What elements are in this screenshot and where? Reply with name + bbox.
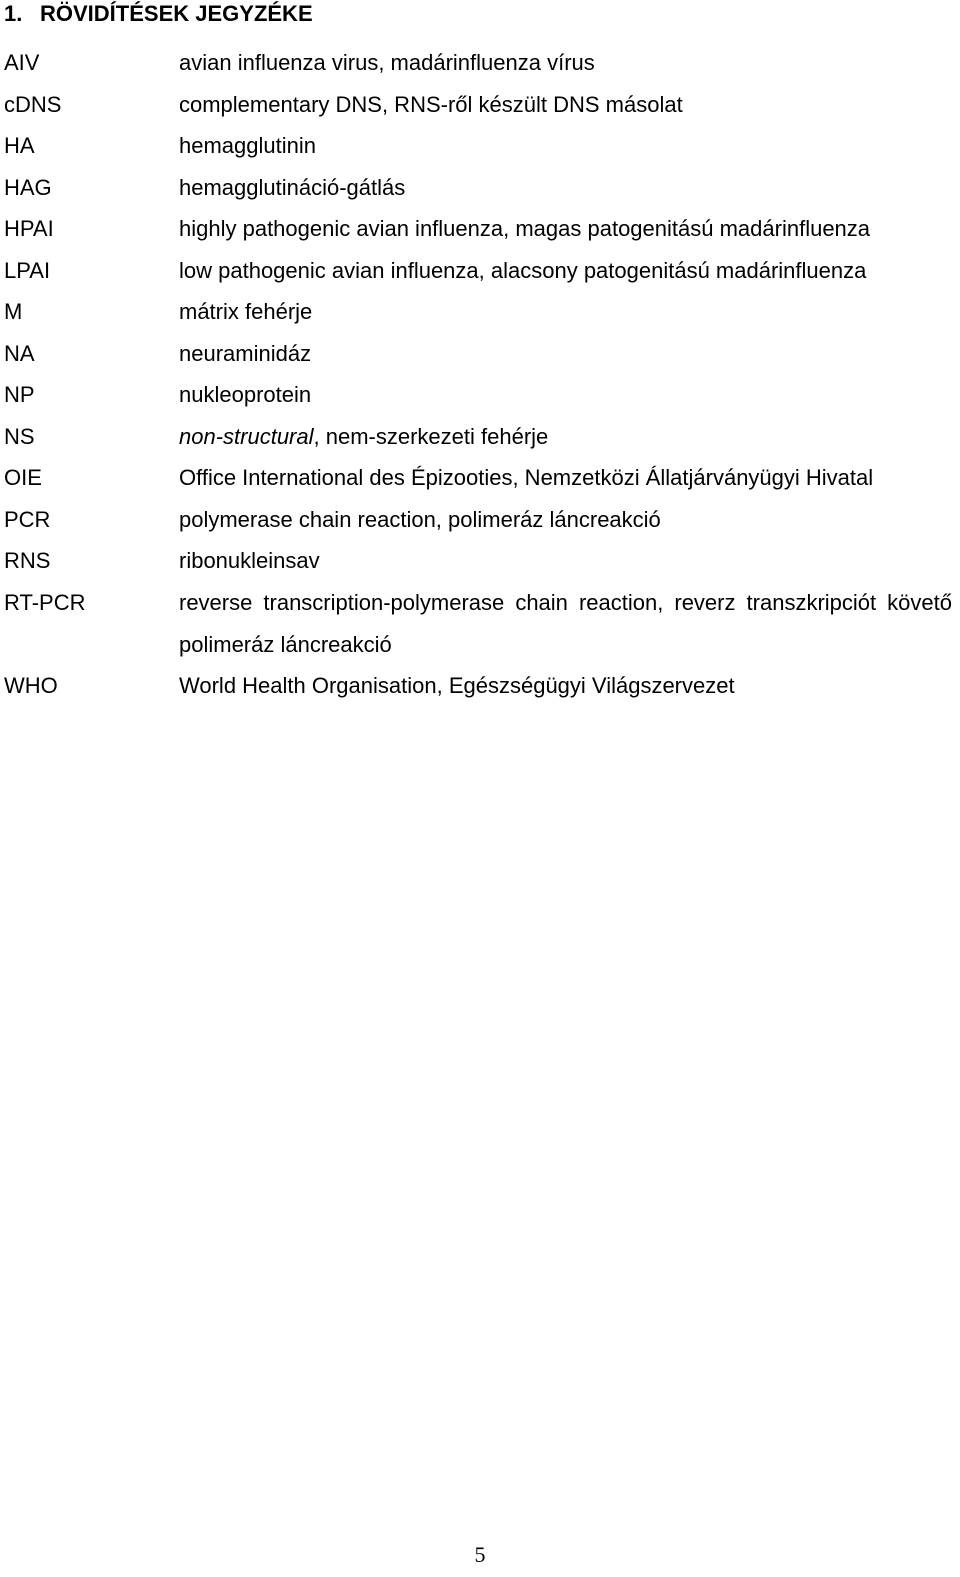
abbreviation-definition: hemagglutináció-gátlás (179, 174, 406, 200)
abbreviation-term: AIV (4, 50, 40, 75)
abbreviation-row (0, 422, 960, 464)
abbreviation-definition: mátrix fehérje (179, 299, 313, 324)
abbreviation-definition: complementary DNS, RNS-ről készült DNS másolat (179, 91, 683, 117)
abbreviation-definition: polymerase chain reaction, polimeráz láncreakció (179, 506, 661, 532)
definition-regular-part: , nem-szerkezeti fehérje (313, 423, 549, 449)
abbreviation-definition: World Health Organisation, Egészségügyi Világszervezet (179, 672, 735, 698)
abbreviation-definition: low pathogenic avian influenza, alacsony patogenitású madárinfluenza (179, 257, 867, 283)
abbreviation-definition: Office International des Épizooties, Nemzetközi Állatjárványügyi Hivatal (179, 465, 874, 490)
abbreviation-term: M (4, 299, 23, 324)
abbreviation-term: OIE (4, 465, 42, 490)
abbreviation-term: HAG (4, 174, 52, 200)
definition-italic-part: non-structural (179, 423, 314, 449)
page-number: 5 (474, 1542, 486, 1567)
abbreviation-row (0, 380, 960, 422)
abbreviation-row (0, 256, 960, 298)
section-number: 1. (4, 1, 23, 26)
abbreviation-definition: ribonukleinsav (179, 548, 320, 573)
abbreviation-definition: nukleoprotein (179, 382, 312, 407)
abbreviation-term: RNS (4, 548, 51, 573)
abbreviation-term: RT-PCR (4, 589, 86, 615)
abbreviation-row (0, 173, 960, 215)
abbreviation-definition: neuraminidáz (179, 340, 312, 366)
abbreviation-row (0, 48, 960, 90)
abbreviation-term: PCR (4, 506, 51, 532)
abbreviation-definition: avian influenza virus, madárinfluenza vírus (179, 50, 595, 75)
abbreviation-row (0, 214, 960, 256)
abbreviation-term: NS (4, 423, 35, 449)
abbreviation-term: HA (4, 133, 35, 158)
abbreviation-definition: hemagglutinin (179, 133, 316, 158)
abbreviation-definition: reverse transcription-polymerase chain reaction, reverz transzkripciót követő polimeráz láncreakció (179, 590, 952, 657)
abbreviation-term: HPAI (4, 216, 54, 241)
abbreviation-definition: highly pathogenic avian influenza, magas patogenitású madárinfluenza (179, 216, 871, 241)
section-heading (4, 0, 313, 28)
abbreviation-term: LPAI (4, 257, 51, 283)
section-title: RÖVIDÍTÉSEK JEGYZÉKE (40, 1, 313, 26)
abbreviation-row (0, 339, 960, 381)
abbreviation-row (0, 671, 960, 713)
abbreviation-row (0, 505, 960, 547)
abbreviation-row (0, 463, 960, 505)
abbreviation-term: NA (4, 340, 35, 366)
abbreviation-term: cDNS (4, 91, 62, 117)
abbreviation-term: NP (4, 382, 35, 407)
abbreviation-row (0, 90, 960, 132)
abbreviation-definition (179, 422, 548, 452)
abbreviation-row (0, 588, 960, 672)
abbreviation-row (0, 297, 960, 339)
abbreviation-row (0, 131, 960, 173)
abbreviation-term: WHO (4, 672, 58, 698)
